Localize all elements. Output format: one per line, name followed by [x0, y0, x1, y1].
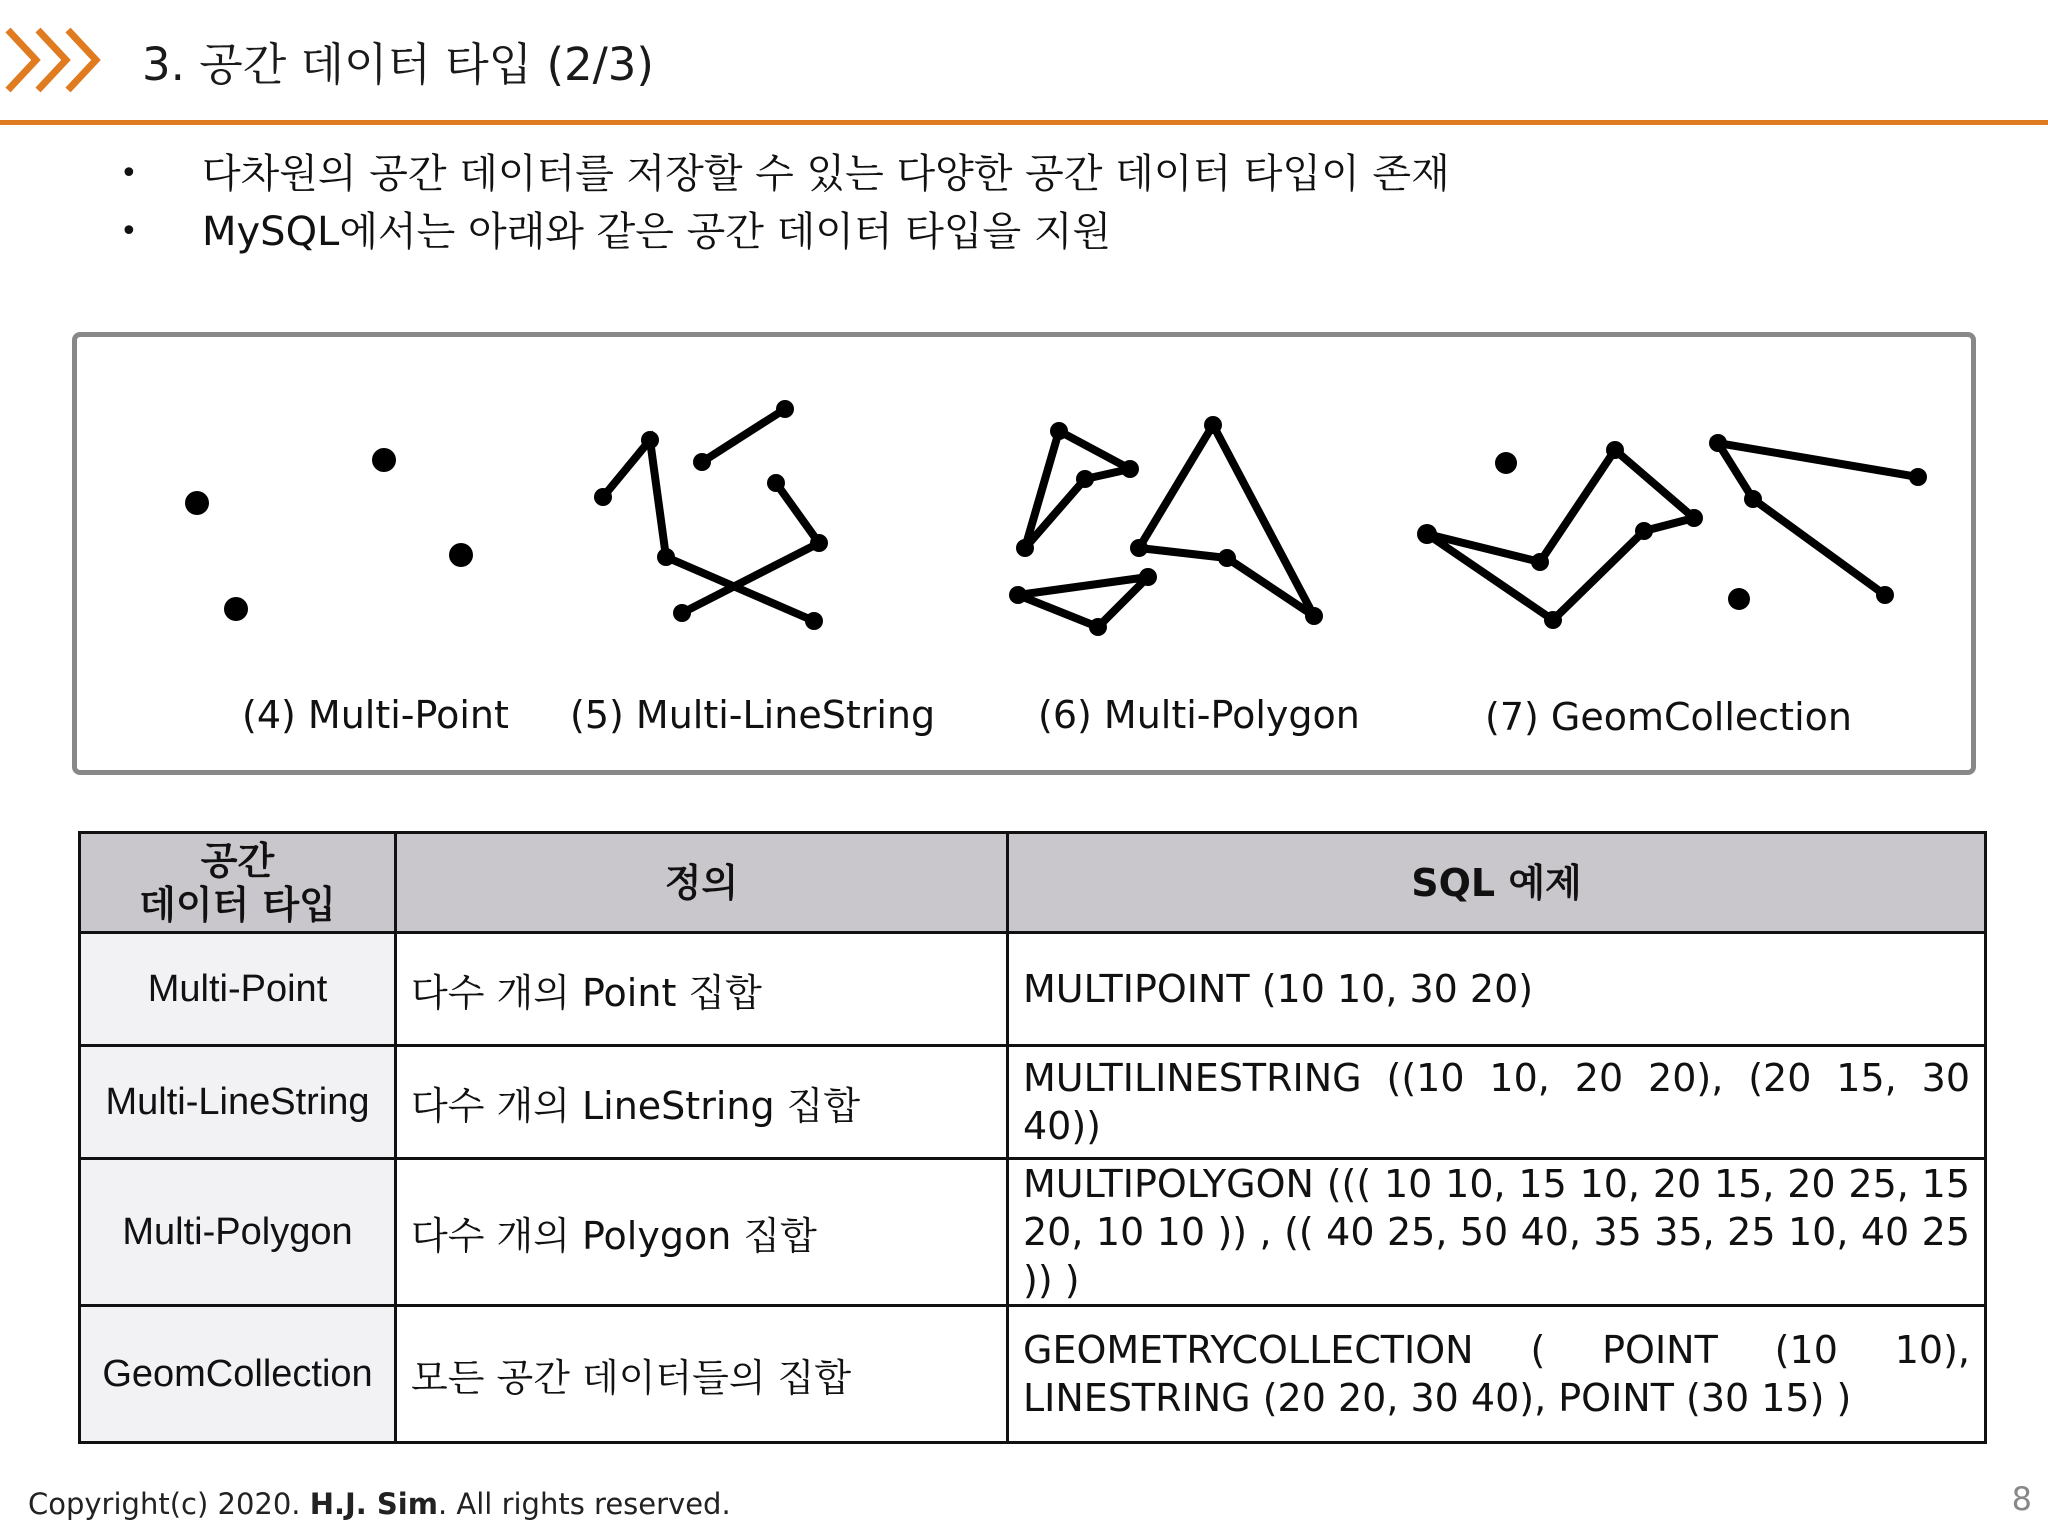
- vertex: [1305, 607, 1323, 625]
- copyright-suffix: . All rights reserved.: [437, 1487, 731, 1521]
- multipolygon-illustration: [1009, 416, 1323, 636]
- multipoint-illustration: [185, 448, 473, 621]
- copyright-footer: [28, 1487, 731, 1521]
- table-row: [80, 1306, 1986, 1443]
- slide-header: [0, 0, 2048, 126]
- definition-cell: 모든 공간 데이터들의 집합: [396, 1306, 1008, 1443]
- point-marker: [185, 491, 209, 515]
- point-marker: [224, 597, 248, 621]
- caption-multilinestring: (5) Multi-LineString: [570, 693, 936, 737]
- point-marker: [449, 543, 473, 567]
- double-chevron-icon: [2, 24, 114, 96]
- linestring: [702, 409, 785, 462]
- sql-cell: MULTIPOLYGON ((( 10 10, 15 10, 20 15, 20 25, 15 20, 10 10 )) , (( 40 25, 50 40, 35 35, 25 10, 40 25 )) ): [1008, 1159, 1986, 1306]
- slide-title: 3. 공간 데이터 타입 (2/3): [142, 38, 654, 91]
- point-marker: [372, 448, 396, 472]
- vertex: [805, 612, 823, 630]
- vertex: [693, 453, 711, 471]
- vertex: [1218, 549, 1236, 567]
- table-row: [80, 933, 1986, 1046]
- vertex: [1076, 470, 1094, 488]
- vertex: [1050, 422, 1068, 440]
- bullet-marker: •: [120, 156, 138, 191]
- copyright-prefix: Copyright(c) 2020.: [28, 1487, 310, 1521]
- vertex: [1139, 568, 1157, 586]
- geometry-figure: [72, 332, 1976, 775]
- definition-cell: 다수 개의 Polygon 집합: [396, 1159, 1008, 1306]
- vertex: [641, 431, 659, 449]
- polygon: [1018, 577, 1148, 627]
- table-row: [80, 1159, 1986, 1306]
- page-number: 8: [2011, 1480, 2032, 1518]
- vertex: [1876, 586, 1894, 604]
- type-cell: Multi-Point: [80, 933, 396, 1046]
- table-header-row: [80, 833, 1986, 933]
- type-cell: Multi-LineString: [80, 1046, 396, 1159]
- vertex: [767, 474, 785, 492]
- vertex: [657, 548, 675, 566]
- header-type-line2: 데이터 타입: [139, 882, 336, 927]
- vertex: [1204, 416, 1222, 434]
- vertex: [1417, 524, 1437, 544]
- vertex: [1016, 539, 1034, 557]
- type-cell: Multi-Polygon: [80, 1159, 396, 1306]
- polygon: [1139, 425, 1314, 616]
- point-marker: [1495, 452, 1517, 474]
- definition-cell: 다수 개의 Point 집합: [396, 933, 1008, 1046]
- vertex: [1909, 468, 1927, 486]
- caption-multipolygon: (6) Multi-Polygon: [1038, 693, 1360, 737]
- caption-geomcollection: (7) GeomCollection: [1485, 695, 1852, 739]
- bullet-item: [118, 203, 1450, 261]
- bullet-list: [118, 145, 1450, 261]
- vertex: [1009, 586, 1027, 604]
- sql-cell: MULTIPOINT (10 10, 30 20): [1008, 933, 1986, 1046]
- vertex: [1130, 539, 1148, 557]
- bullet-text: MySQL에서는 아래와 같은 공간 데이터 타입을 지원: [202, 209, 1112, 255]
- geomcollection-illustration: [1417, 434, 1927, 629]
- column-header-sql: SQL 예제: [1008, 833, 1986, 933]
- vertex: [1606, 441, 1624, 459]
- caption-multipoint: (4) Multi-Point: [242, 693, 509, 737]
- linestring: [1718, 443, 1918, 595]
- definition-cell: 다수 개의 LineString 집합: [396, 1046, 1008, 1159]
- sql-cell: GEOMETRYCOLLECTION ( POINT (10 10), LINESTRING (20 20, 30 40), POINT (30 15) ): [1008, 1306, 1986, 1443]
- vertex: [1544, 611, 1562, 629]
- column-header-type: [80, 833, 396, 933]
- bullet-item: [118, 145, 1450, 203]
- vertex: [1635, 522, 1653, 540]
- type-cell: GeomCollection: [80, 1306, 396, 1443]
- polygon: [1025, 431, 1130, 548]
- title-underline: [0, 120, 2048, 125]
- vertex: [1089, 618, 1107, 636]
- column-header-definition: 정의: [396, 833, 1008, 933]
- multilinestring-illustration: [594, 400, 828, 630]
- point-marker: [1728, 588, 1750, 610]
- vertex: [1685, 509, 1703, 527]
- vertex: [810, 534, 828, 552]
- header-type-line1: 공간: [200, 838, 275, 883]
- vertex: [594, 488, 612, 506]
- vertex: [776, 400, 794, 418]
- bullet-marker: •: [120, 214, 138, 249]
- copyright-author: H.J. Sim: [309, 1487, 438, 1521]
- vertex: [673, 604, 691, 622]
- vertex: [1744, 490, 1762, 508]
- vertex: [1709, 434, 1727, 452]
- vertex: [1121, 460, 1139, 478]
- vertex: [1531, 553, 1549, 571]
- table-row: [80, 1046, 1986, 1159]
- polygon: [1427, 450, 1694, 620]
- bullet-text: 다차원의 공간 데이터를 저장할 수 있는 다양한 공간 데이터 타입이 존재: [202, 151, 1450, 197]
- spatial-type-table: [78, 831, 1987, 1444]
- sql-cell: MULTILINESTRING ((10 10, 20 20), (20 15, 30 40)): [1008, 1046, 1986, 1159]
